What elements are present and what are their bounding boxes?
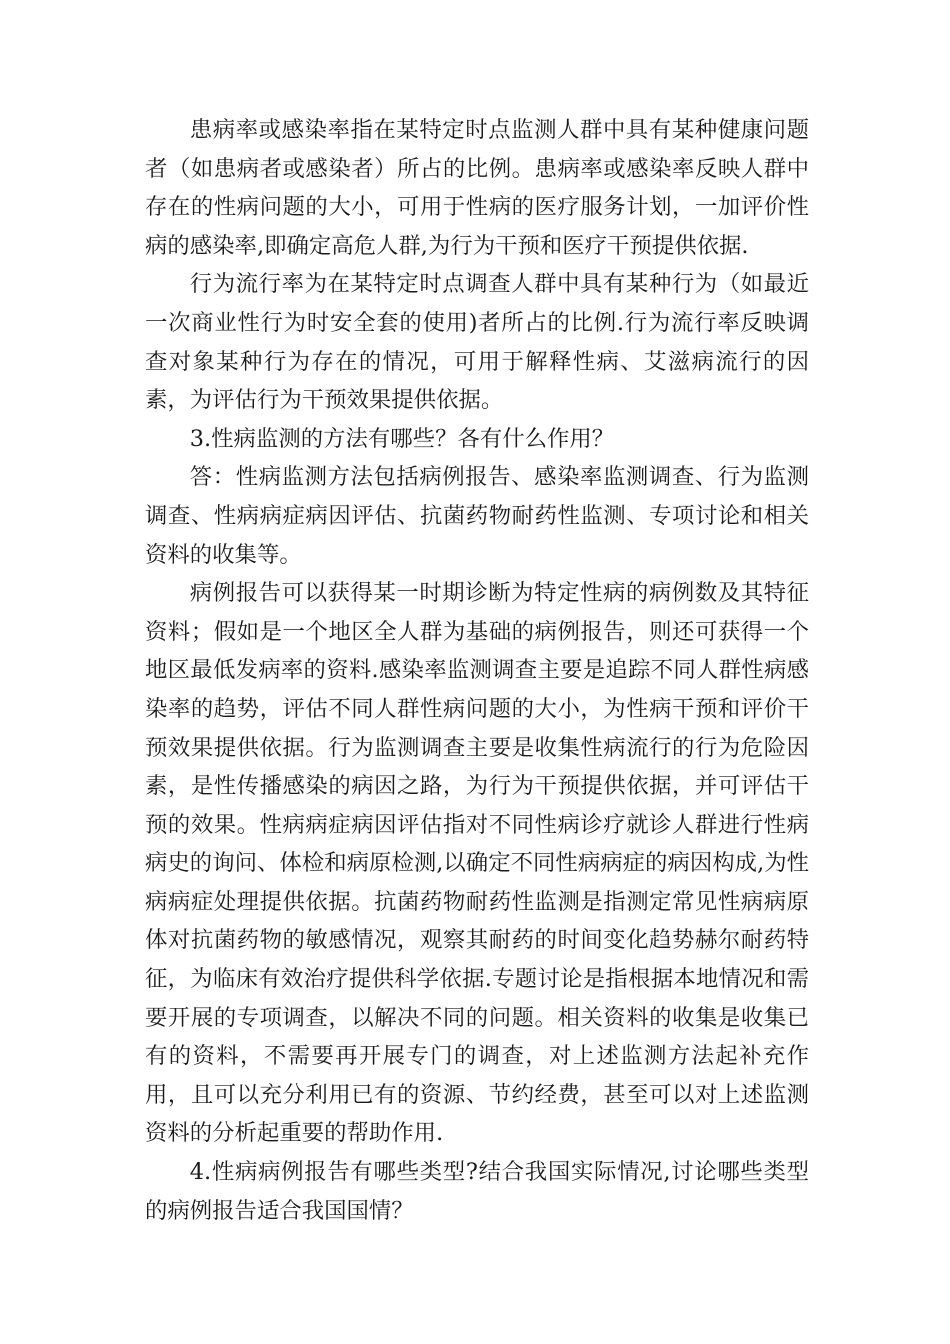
paragraph-behavior-prevalence: 行为流行率为在某特定时点调查人群中具有某种行为（如最近一次商业性行为时安全套的使用)者所占的比例.行为流行率反映调查对象某种行为存在的情况，可用于解释性病、艾滋病流行的因素，为评估行为干预效果提供依据。 bbox=[145, 271, 809, 414]
question-4-heading: 4.性病病例报告有哪些类型?结合我国实际情况,讨论哪些类型的病例报告适合我国国情？ bbox=[145, 1159, 809, 1224]
answer-3-intro: 答：性病监测方法包括病例报告、感染率监测调查、行为监测调查、性病病症病因评估、抗菌药物耐药性监测、专项讨论和相关资料的收集等。 bbox=[145, 464, 809, 568]
paragraph-prevalence-definition: 患病率或感染率指在某特定时点监测人群中具有某种健康问题者（如患病者或感染者）所占的比例。患病率或感染率反映人群中存在的性病问题的大小，可用于性病的医疗服务计划，一加评价性病的感染率,即确定高危人群,为行为干预和医疗干预提供依据. bbox=[145, 117, 809, 259]
document-body bbox=[145, 111, 809, 1230]
question-3-heading: 3.性病监测的方法有哪些？各有什么作用？ bbox=[189, 425, 615, 452]
answer-3-detail: 病例报告可以获得某一时期诊断为特定性病的病例数及其特征资料；假如是一个地区全人群为基础的病例报告，则还可获得一个地区最低发病率的资料.感染率监测调查主要是追踪不同人群性病感染率的趋势，评估不同人群性病问题的大小，为性病干预和评价干预效果提供依据。行为监测调查主要是收集性病流行的行为危险因素，是性传播感染的病因之路，为行为干预提供依据，并可评估干预的效果。性病病症病因评估指对不同性病诊疗就诊人群进行性病病史的询问、体检和病原检测,以确定不同性病病症的病因构成,为性病病症处理提供依据。抗菌药物耐药性监测是指测定常见性病病原体对抗菌药物的敏感情况，观察其耐药的时间变化趋势赫尔耐药特征，为临床有效治疗提供科学依据.专题讨论是指根据本地情况和需要开展的专项调查，以解决不同的问题。相关资料的收集是收集已有的资料，不需要再开展专门的调查，对上述监测方法起补充作用，且可以充分利用已有的资源、节约经费，甚至可以对上述监测资料的分析起重要的帮助作用. bbox=[145, 580, 809, 1147]
